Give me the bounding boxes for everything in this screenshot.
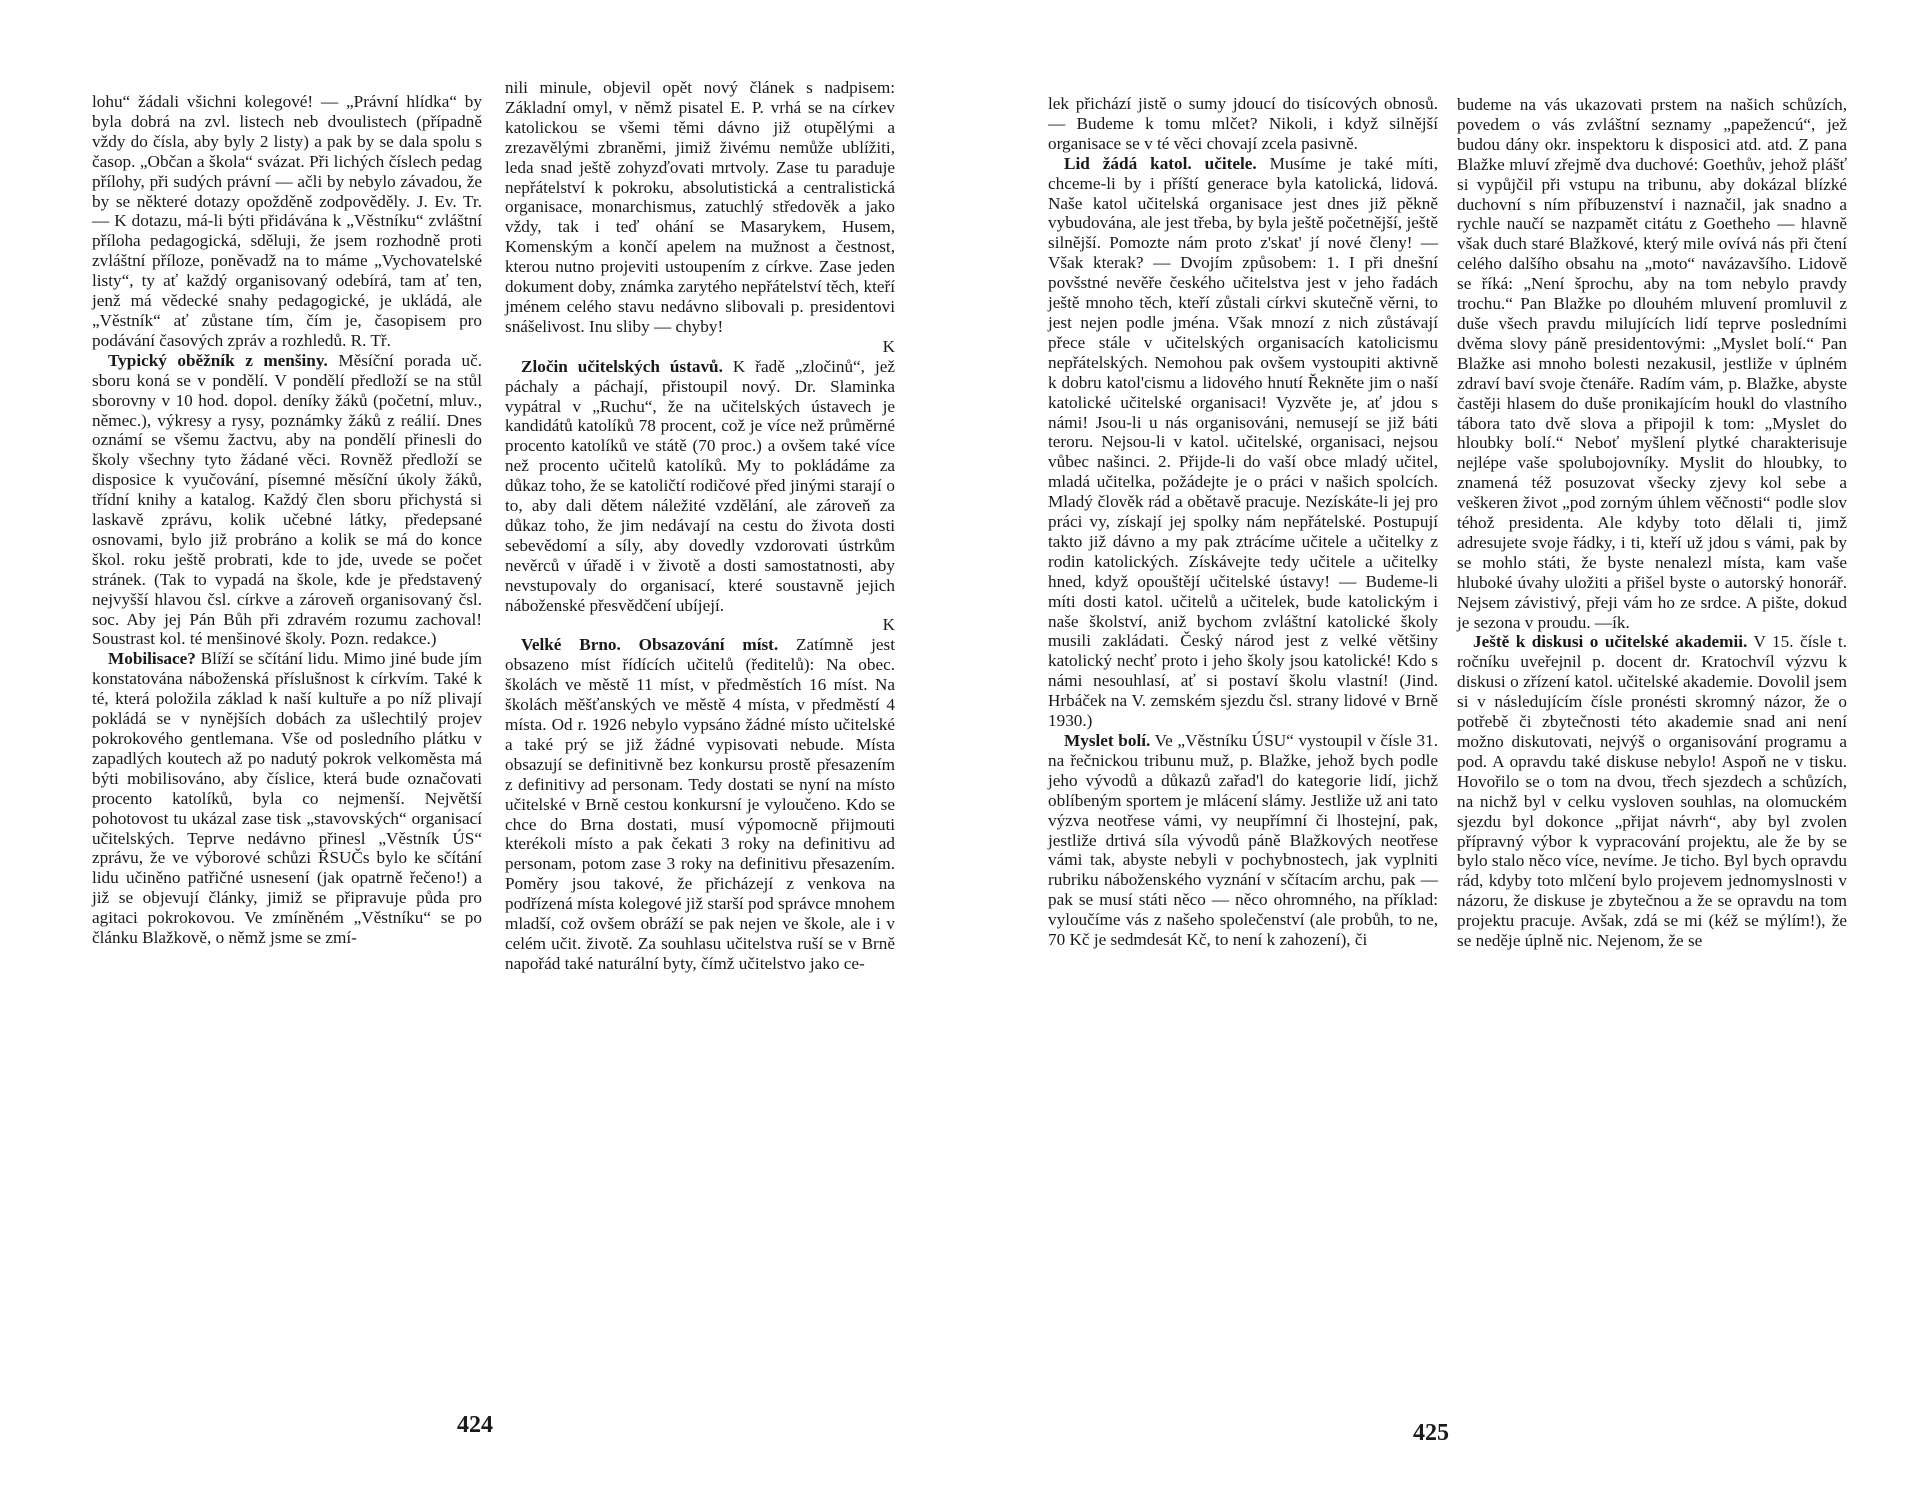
- right-page-column-1: [1048, 94, 1438, 950]
- left-page-column-2: [505, 78, 895, 974]
- paragraph: [1048, 94, 1438, 154]
- paragraph: [92, 351, 482, 650]
- article-heading: Zločin učitelských ústavů.: [521, 356, 723, 376]
- paragraph-text: Zatímně jest obsazeno míst řídících učitelů (ředitelů): Na obec. školách ve městě 11 míst, v předměstích 16 míst. Na školách měšťanských ve městě 4 místa, v předměstí 4 místa. Od r. 1926 nebylo vypsáno žádné místo učitelské a také prý se již žádné vypisovati nebude. Místa obsazují se definitivně bez konkursu prostě přesazením z definitivy ad personam. Tedy dostati se nyní na místo učitelské v Brně cestou konkursní je vyloučeno. Kdo se chce do Brna dostati, musí výpomocně přijmouti kterékoli místo a pak čekati 3 roky na definitivu ad personam, potom zase 3 roky na definitivu přesazením. Poměry jsou takové, že přicházejí z venkova na podřízená místa kolegové již starší pod správce mnohem mladší, což ovšem obráží se pak nejen ve škole, ale i v celém učit. životě. Za souhlasu učitelstva ruší se v Brně napořád také naturální byty, čímž učitelstvo jako ce-: [505, 635, 895, 973]
- page-number: 425: [1413, 1420, 1449, 1446]
- paragraph: [1048, 154, 1438, 731]
- paragraph-text: K řadě „zločinů“, jež páchaly a páchají, přistoupil nový. Dr. Slaminka vypátral v „Ruchu“, že na učitelských ústavech je kandidátů katolíků 78 procent, což je více než průměrné procento katolíků ve státě (70 proc.) a ovšem také více než procento učitelů katolíků. My to pokládáme za důkaz toho, že se katoličtí rodičové před jinými starají o to, aby dali dětem náležité vzdělání, ale zároveň za důkaz toho, že jim nedávají na cestu do života dosti sebevědomí a síly, aby dovedly vzdorovati ústrkům nevěrců v úřadě i v životě a dosti samostatnosti, aby nevstupovaly do organisací, které soustavně jejich náboženské přesvědčení ubíjejí.: [505, 356, 895, 615]
- paragraph-text: Blíží se sčítání lidu. Mimo jiné bude jím konstatována náboženská příslušnost k církvím. Také k té, která položila základ k naší kultuře a po níž plivají pokládá se v nynějších dobách za ušlechtilý projev pokrokového gentlemana. Vše od posledního plátku v zapadlých koutech až po nadutý pokrok velkoměsta má býti mobilisováno, aby číslice, která bude označovati procento katolíků, byla co nejmenší. Největší pohotovost tu ukázal zase tisk „stavovských“ organisací učitelských. Teprve nedávno přinesl „Věstník ÚS“ zprávu, že ve výborové schůzi ŘSUČs bylo ke sčítání lidu učiněno patřičné usnesení (jak opatrně řečeno!) a již se objevují články, jimiž se připravuje půda pro agitaci pokrokovou. Ve zmíněném „Věstníku“ se po článku Blažkově, o němž jsme se zmí-: [92, 649, 482, 948]
- article-heading: Velké Brno. Obsazování míst.: [521, 635, 779, 655]
- paragraph-text: Měsíční porada uč. sboru koná se v pondělí. V pondělí předloží se na stůl sborovny v 10 hod. dopol. deníky žáků (početní, mluv., němec.), výkresy a rysy, poznámky žáků z reálií. Dnes oznámí se všemu žactvu, aby na pondělí přinesli do školy všechny tyto žádané věci. Rovněž předloží se disposice k vyučování, písemné měsíční úkoly žáků, třídní knihy a katalog. Každý člen sboru přichystá si laskavě zprávu, kolik učebné látky, předepsané osnovami, bylo již probráno a kolik se má do konce škol. roku ještě probrati, kde to jde, uvede se počet stránek. (Tak to vypadá na škole, kde je představený nejvyšší hlavou čsl. církve a zároveň organisovaný čsl. soc. Aby jej Pán Bůh při zdravém rozumu zachoval! Soustrast kol. té menšinové školy. Pozn. redakce.): [92, 350, 482, 649]
- paragraph-text: Musíme je také míti, chceme-li by i příští generace byla katolická, lidová. Naše katol učitelská organisace jest dnes již pěkně vybudována, ale jest třeba, by byla ještě početnější, ještě silnější. Pomozte nám proto z'skat' jí nové členy! — Však kterak? — Dvojím způsobem: 1. I při dnešní povšstné nevěře českého učitelstva jest v jeho řadách ještě mnoho těch, kteří zůstali církvi skutečně věrni, to jest nejen podle jména. Však mnozí z nich zůstávají přece stále v učitelských organisacích katolicismu nepřátelských. Nemohou pak ovšem vystoupiti aktivně k dobru katol'cismu a lidového hnutí Řekněte jim o naší katolické učitelské organisaci! Vyzvěte je, ať jdou s námi! Jsou-li u nás organisováni, nemusejí se již báti teroru. Nejsou-li v katol. učitelské, organisaci, nejsou vůbec našinci. 2. Přijde-li do vaší obce mladý učitel, mladá učitelka, požádejte je o práci v našich spolcích. Mladý člověk rád a obětavě pracuje. Nezískáte-li jej pro práci vy, získají jej spolky nám nepřátelské. Postupují takto již dávno a my pak ztrácíme učitele a učitelky z rodin katolických. Získávejte tedy učitele a učitelky hned, když opouštějí učitelské ústavy! — Budeme-li míti dosti katol. učitelů a učitelek, bude katolickým i naše školství, aniž bychom zvláštní katolické školy musili zakládati. Český národ jest z velké většiny katolický nechť proto i jeho školy jsou katolické! Kdo s námi nesouhlasí, ať si postaví školu vlastní! (Jind. Hrbáček na V. zemském sjezdu čsl. strany lidové v Brně 1930.): [1048, 153, 1438, 731]
- paragraph-text: budeme na vás ukazovati prstem na našich schůzích, povedem o vás zvláštní seznamy „papežencú“, jež budou dány okr. inspektoru k disposici atd. atd. Z pana Blažke mluví zřejmě dva duchové: Goethův, jehož plášť si vypůjčil při vstupu na tribunu, aby dokázal blízké duchovní s ním příbuzenství i naznačil, jak snadno a rychle naučí se nazpamět citátu z Goetheho — hlavně však duch staré Blažkové, který mile ovívá nás při čtení celého dalšího obsahu na „moto“ navázavšího. Lidově se říká: „Není šprochu, aby na tom nebylo pravdy trochu.“ Pan Blažke po dlouhém mluvení promluvil z duše všech pravdu milujících lidí teprve posledními dvěma slovy páně presidentovými: „Myslet bolí.“ Pan Blažke asi mnoho bolesti nezakusil, jestliže v úplném zdraví baví svoje čtenáře. Radím vám, p. Blažke, abyste častěji hlasem do duše pronikajícím houkl do vlastního tábora tato dvě slova a připojil k tom: „Myslet do hloubky bolí.“ Neboť myšlení plytké charakterisuje nejlépe vaše spolubojovníky. Myslit do hloubky, to znamená též posuzovat všecky zjevy kol sebe a veškeren život „pod zorným úhlem věčnosti“ podle slov téhož presidenta. Ale kdyby toto dělali ti, jimž adresujete svoje řádky, i ti, kteří už jdou s vámi, pak by se mohlo státi, že byste nenalezl místa, kam vaše hluboké úvahy uložiti a přišel byste o autorský honorář. Nejsem závistivý, přeji vám ho ze srdce. A pište, dokud je sezona v proudu. —ík.: [1457, 95, 1847, 632]
- article-heading: Typický oběžník z menšiny.: [108, 350, 328, 370]
- paragraph-text: V 15. čísle t. ročníku uveřejnil p. docent dr. Kratochvíl výzvu k diskusi o zřízení katol. učitelské akademie. Dovolil jsem si v následujícím čísle pronésti skromný názor, že o potřebě či zbytečnosti této akademie snad ani není možno diskutovati, nejvýš o organisování programu a pod. A opravdu také diskuse nebylo! Aspoň ne v tisku. Hovořilo se o tom na dvou, třech sjezdech a schůzích, na nichž byl v celku vysloven souhlas, na olomuckém sjezdu byl dokonce „přijat návrh“, aby byl zvolen přípravný výbor k vypracování projektu, ale že by se bylo stalo něco více, nevíme. Je ticho. Byl bych opravdu rád, kdyby toto mlčení bylo projevem jednomyslnosti v názoru, že diskuse je zbytečnou a že se opravdu na tom projektu pracuje. Avšak, zdá se mi (kéž se mýlím!), že se neděje úplně nic. Nejenom, že se: [1457, 632, 1847, 951]
- paragraph-text: lohu“ žádali všichni kolegové! — „Právní hlídka“ by byla dobrá na zvl. listech neb dvoulistech (případně vždy do čísla, aby byly 2 listy) a pak by se dala spolu s časop. „Občan a škola“ svázat. Při lichých číslech pedag přílohy, při sudých právní — ačli by nebylo závadou, že by se některé dotazy opožděně zodpověděly. J. Ev. Tr. — K dotazu, má-li býti přidávána k „Věstníku“ zvláštní příloha pedagogická, sděluji, že jsem rozhodně proti zvláštní příloze, poněvadž na to máme „Vychovatelské listy“, ty ať každý organisovaný odebírá, tam ať ten, jenž má vědecké snahy pedagogické, je ukládá, ale „Věstník“ ať zůstane tím, čím je, časopisem pro podávání časových zpráv a rozhledů. R. Tř.: [92, 92, 482, 350]
- article-heading: Mobilisace?: [108, 649, 196, 669]
- paragraph: [505, 357, 895, 636]
- author-initial: K: [882, 336, 895, 356]
- paragraph-text: nili minule, objevil opět nový článek s nadpisem: Základní omyl, v němž pisatel E. P. vrhá se na církev katolickou se všemi těmi dávno již otupělými a zrezavělými zbraněmi, jimiž živému nemůže ublížiti, leda snad ještě zohyzďovati mrtvoly. Zase tu paraduje nepřátelství k pokroku, absolutistická a centralistická organisace, monarchismus, zatuchlý středověk a jako vždy, tak i teď ohání se Masarykem, Husem, Komenským a končí apelem na mužnost a čestnost, kterou nutno projeviti ustoupením z církve. Zase jeden dokument doby, známka zarytého nepřátelství těch, kteří jménem celého stavu nedávno slibovali p. presidentovi snášelivost. Inu sliby — chyby!: [505, 78, 895, 336]
- paragraph: [1457, 632, 1847, 951]
- paragraph: [92, 92, 482, 351]
- paragraph: [505, 78, 895, 357]
- paragraph: [1457, 95, 1847, 632]
- paragraph: [505, 635, 895, 973]
- article-heading: Myslet bolí.: [1064, 731, 1151, 750]
- paragraph: [92, 649, 482, 948]
- paragraph-text: Ve „Věstníku ÚSU“ vystoupil v čísle 31. na řečnickou tribunu muž, p. Blažke, jehož bych podle jeho vývodů a důkazů zařad'l do kategorie lidí, jichž oblíbeným sportem je mlácení slámy. Jestliže už ani tato výzva neotřese vámi, vy neupřímní či lhostejní, pak, jestliže drtivá síla vývodů páně Blažkových neotřese vámi tak, abyste nebyli v pochybnostech, jak vyplniti rubriku náboženského vyznání v sčítacím archu, pak — pak se musí státi něco — něco ohromného, na příklad: vyloučíme vás z našeho společenství (ale probůh, to ne, 70 Kč je sedmdesát Kč, to není k zahození), či: [1048, 731, 1438, 950]
- right-page: [953, 0, 1906, 1500]
- author-initial: K: [882, 615, 895, 635]
- paragraph-text: lek přichází jistě o sumy jdoucí do tisícových obnosů. — Budeme k tomu mlčet? Nikoli, i když silnější organisace se v té věci chovají zcela pasivně.: [1048, 94, 1438, 153]
- article-heading: Lid žádá katol. učitele.: [1064, 153, 1257, 173]
- article-heading: Ještě k diskusi o učitelské akademii.: [1473, 632, 1748, 652]
- paragraph: [1048, 731, 1438, 950]
- page-number: 424: [457, 1412, 493, 1438]
- left-page-column-1: [92, 92, 482, 948]
- right-page-column-2: [1457, 95, 1847, 951]
